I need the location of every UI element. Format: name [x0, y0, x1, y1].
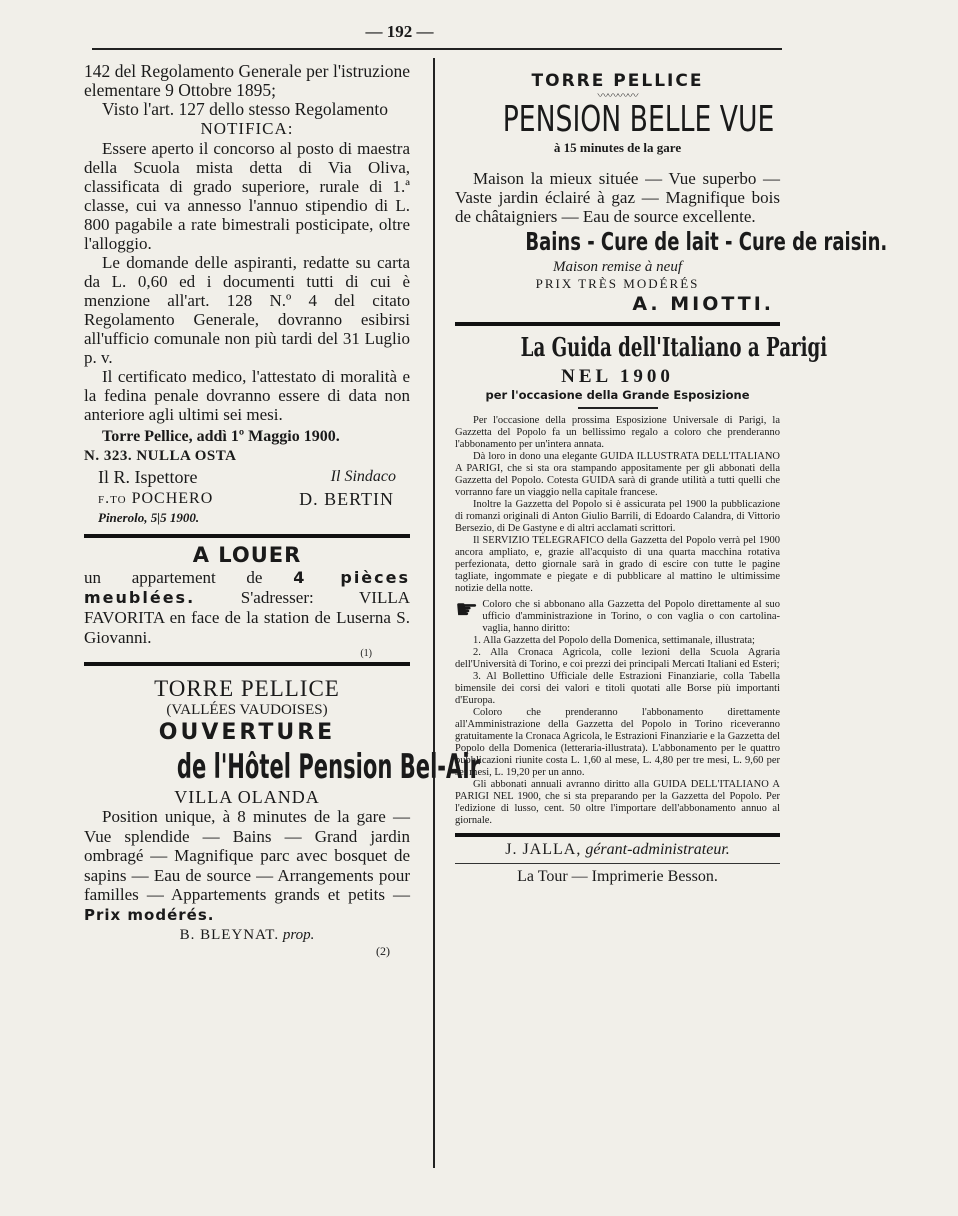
decree-notice [84, 62, 410, 526]
guida-closing: Coloro che prenderanno l'abbonamento direttamente all'Amministrazione della Gazzetta del Popolo in Torino riceveranno gratuitamente la Cronaca Agricola, le Estrazioni Finanziarie e la Gazzetta del Popolo della Domenica (letteraria-illustrata). L'abbonamento per le quattro pubblicazioni riunite costa L. 1,60 al mese, L. 4,80 per tre mesi, L. 9,60 per sei mesi, L. 19,20 per un anno. [455, 707, 780, 778]
bellevue-ad [455, 62, 888, 316]
guida-paragraph: Dà loro in dono una elegante GUIDA ILLUSTRATA DELL'ITALIANO A PARIGI, che si sta ora stampando appositamente per gli abbonati della Gazzetta del Popolo. Cotesta GUIDA sarà di grande utilità a tutti quelli che vorranno fare un viaggio nella capitale francese. [455, 451, 780, 498]
guida-title: La Guida dell'Italiano a Parigi [520, 333, 828, 363]
bellevue-maison: Maison remise à neuf [552, 259, 682, 275]
ispettore-title: Il R. Ispettore [98, 467, 198, 487]
louer-address: S'adresser: VILLA FAVORITA en face de la station de Luserna S. Giovanni. [84, 588, 411, 647]
belair-proprietor: B. BLEYNAT. [179, 927, 280, 943]
guida-hand-text: Coloro che si abbonano alla Gazzetta del Popolo direttamente al suo ufficio d'amministrazione in Torino, o con vaglia o con cartolina-vaglia, hanno diritto: [482, 599, 780, 634]
decree-paragraph: Il certificato medico, l'attestato di moralità e la fedina penale dovranno essere di data non anteriore agli ultimi sei mesi. [84, 367, 410, 424]
belair-hotel: de l'Hôtel Pension Bel-Air [176, 747, 480, 787]
sindaco-title: Il Sindaco [330, 468, 396, 485]
guida-paragraph: Per l'occasione della prossima Esposizione Universale di Parigi, la Gazzetta del Popolo fa un bellissimo regalo a coloro che prenderanno l'abbonamento per un'intera annata. [455, 415, 780, 450]
gerant-name: J. JALLA, [505, 841, 582, 858]
bellevue-description: Maison la mieux située — Vue superbo — Vaste jardin éclairé à gaz — Magnifique bois de châtaigniers — Eau de source excellente. [455, 169, 780, 226]
left-column [84, 61, 480, 958]
belair-prix: Prix modérés. [84, 905, 215, 924]
nulla-osta: N. 323. NULLA OSTA [84, 448, 237, 464]
louer-ad [84, 538, 410, 660]
guida-list-item: 3. Al Bollettino Ufficiale delle Estrazioni Finanziarie, colla Tabella bimensile dei corsi dei valori e titoli quotati alle Borse più importanti d'Europa. [455, 671, 780, 706]
belair-villa: VILLA OLANDA [174, 787, 320, 807]
bellevue-owner: A. MIOTTI. [632, 293, 774, 315]
page-number: — 192 — [365, 22, 434, 41]
guida-list-item: 2. Alla Cronaca Agricola, colle lezioni della Scuola Agraria dell'Università di Torino, e coi prezzi dei principali Mercati Italiani ed Esteri; [455, 647, 780, 670]
belair-ad [84, 666, 480, 958]
louer-ref: (1) [360, 648, 372, 659]
guida-paragraph: Inoltre la Gazzetta del Popolo si è assicurata pel 1900 la pubblicazione di romanzi originali di Anton Giulio Barrili, di Edoardo Calandra, di Vittorio Bersezio, di De Gastyne e di altri acclamati scrittori. [455, 499, 780, 534]
short-rule [578, 407, 658, 409]
bellevue-prix: PRIX TRÈS MODÉRÉS [535, 276, 700, 291]
decree-paragraph: Le domande delle aspiranti, redatte su carta da L. 0,60 ed i documenti tutti di cui è menzione all'art. 128 N.º 4 del citato Regolamento Generale, dovranno esibirsi all'ufficio comunale non più tardi del 31 Luglio p. v. [84, 253, 410, 367]
pointing-hand-icon: ☛ [455, 595, 479, 624]
guida-list-item: 1. Alla Gazzetta del Popolo della Domenica, settimanale, illustrata; [473, 635, 755, 646]
footer-imprint [455, 837, 780, 890]
place-date: Pinerolo, 5|5 1900. [98, 510, 200, 525]
right-column [455, 62, 888, 890]
bellevue-subtitle: à 15 minutes de la gare [553, 140, 682, 155]
louer-meublees: meublées. [84, 588, 196, 607]
belair-ouverture: OUVERTURE [158, 720, 336, 745]
decree-line: Visto l'art. 127 dello stesso Regolamento [102, 99, 388, 119]
bellevue-town: TORRE PELLICE [531, 71, 704, 91]
sindaco-name: D. BERTIN [299, 489, 394, 509]
louer-text: un appartement de [84, 568, 263, 587]
gerant-title: gérant-administrateur. [585, 841, 730, 858]
guida-ad [455, 326, 828, 827]
louer-pieces: 4 pièces [293, 568, 411, 587]
belair-valley: (VALLÉES VAUDOISES) [166, 702, 328, 718]
guida-year: NEL 1900 [561, 366, 674, 387]
belair-description: Position unique, à 8 minutes de la gare — Vue splendide — Bains — Grand jardin ombragé — Magnifique parc avec bosquet de sapins — Eau de source — Arrangements pour familles — Appartements grands et petits — [84, 807, 410, 904]
bellevue-title: PENSION BELLE VUE [502, 99, 775, 140]
header-rule [92, 48, 782, 50]
column-divider [433, 58, 435, 1168]
guida-closing: Gli abbonati annuali avranno diritto alla GUIDA DELL'ITALIANO A PARIGI NEL 1900, che si sta preparando per la Gazzetta del Popolo. Per l'edizione di lusso, cent. 50 oltre l'importare dell'abbonamento annuo al giornale. [455, 779, 780, 826]
printer-line: La Tour — Imprimerie Besson. [517, 868, 718, 885]
date-line: Torre Pellice, addì 1º Maggio 1900. [102, 428, 340, 445]
ispettore-name: f.to POCHERO [98, 490, 214, 507]
louer-title: A LOUER [192, 543, 302, 567]
notifica-heading: NOTIFICA: [200, 119, 294, 138]
ornament-rule: 〰〰〰〰 [597, 90, 638, 102]
belair-town: TORRE PELLICE [154, 676, 340, 701]
belair-ref: (2) [376, 944, 390, 958]
bellevue-bains: Bains - Cure de lait - Cure de raisin. [525, 227, 888, 256]
decree-line: 142 del Regolamento Generale per l'istruzione elementare 9 Ottobre 1895; [84, 61, 410, 100]
belair-prop: prop. [282, 927, 315, 943]
decree-paragraph: Essere aperto il concorso al posto di maestra della Scuola mista detta di Via Oliva, classificata di grado superiore, rurale di 1.ª classe, cui va annesso l'annuo stipendio di L. 800 pagabile a rate bimestrali posticipate, oltre l'alloggio. [84, 139, 410, 253]
guida-subtitle: per l'occasione della Grande Esposizione [485, 388, 750, 402]
guida-paragraph: Il SERVIZIO TELEGRAFICO della Gazzetta del Popolo verrà pel 1900 ancora ampliato, e, grazie all'acquisto di una quarta macchina rotativa perfezionata, detto giornale sarà in grado di escire con tutte le pagine tagliate, ingommate e piegate e di pubblicare al mattino le ultimissime notizie della notte. [455, 535, 780, 594]
